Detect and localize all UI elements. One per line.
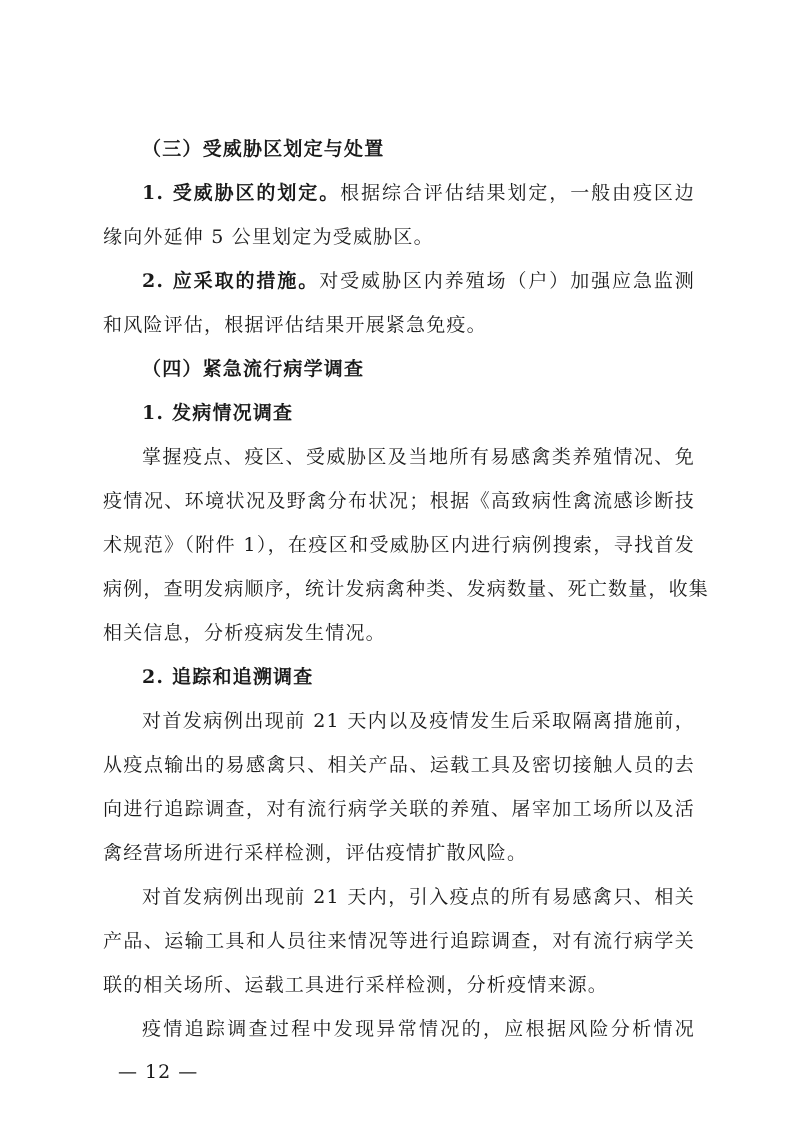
paragraph-line: 产品、运输工具和人员往来情况等进行追踪调查，对有流行病学关 — [103, 930, 695, 952]
paragraph-line: 对首发病例出现前 21 天内，引入疫点的所有易感禽只、相关 — [142, 886, 695, 908]
paragraph-line: 向进行追踪调查，对有流行病学关联的养殖、屠宰加工场所以及活 — [103, 798, 695, 820]
section-heading-4: （四）紧急流行病学调查 — [142, 358, 365, 380]
paragraph-lead: 1. 受威胁区的划定。 — [142, 182, 341, 204]
subsection-heading-1: 1. 发病情况调查 — [142, 402, 294, 424]
paragraph-text: 根据综合评估结果划定，一般由疫区边 — [340, 182, 695, 204]
paragraph-measures — [142, 269, 695, 293]
paragraph-line: 术规范》（附件 1），在疫区和受威胁区内进行病例搜索，寻找首发 — [103, 534, 695, 556]
paragraph-line: 对首发病例出现前 21 天内以及疫情发生后采取隔离措施前， — [142, 710, 695, 732]
paragraph-lead: 2. 应采取的措施。 — [142, 270, 320, 292]
paragraph-line: 联的相关场所、运载工具进行采样检测，分析疫情来源。 — [103, 974, 609, 996]
paragraph-line: 和风险评估，根据评估结果开展紧急免疫。 — [103, 314, 487, 336]
paragraph-line: 病例，查明发病顺序，统计发病禽种类、发病数量、死亡数量，收集 — [103, 578, 710, 600]
paragraph-line: 禽经营场所进行采样检测，评估疫情扩散风险。 — [103, 842, 528, 864]
paragraph-line: 从疫点输出的易感禽只、相关产品、运载工具及密切接触人员的去 — [103, 754, 695, 776]
paragraph-line: 缘向外延伸 5 公里划定为受威胁区。 — [103, 226, 434, 248]
page-number: — 12 — — [118, 1061, 199, 1083]
paragraph-line: 相关信息，分析疫病发生情况。 — [103, 622, 386, 644]
paragraph-line: 疫情追踪调查过程中发现异常情况的，应根据风险分析情况 — [142, 1018, 695, 1040]
paragraph-text: 对受威胁区内养殖场（户）加强应急监测 — [319, 270, 696, 292]
section-heading-3: （三）受威胁区划定与处置 — [142, 138, 385, 160]
paragraph-line: 掌握疫点、疫区、受威胁区及当地所有易感禽类养殖情况、免 — [142, 446, 695, 468]
paragraph-line: 疫情况、环境状况及野禽分布状况；根据《高致病性禽流感诊断技 — [103, 490, 695, 512]
paragraph-threat-zone-definition — [142, 181, 695, 205]
subsection-heading-2: 2. 追踪和追溯调查 — [142, 666, 314, 688]
